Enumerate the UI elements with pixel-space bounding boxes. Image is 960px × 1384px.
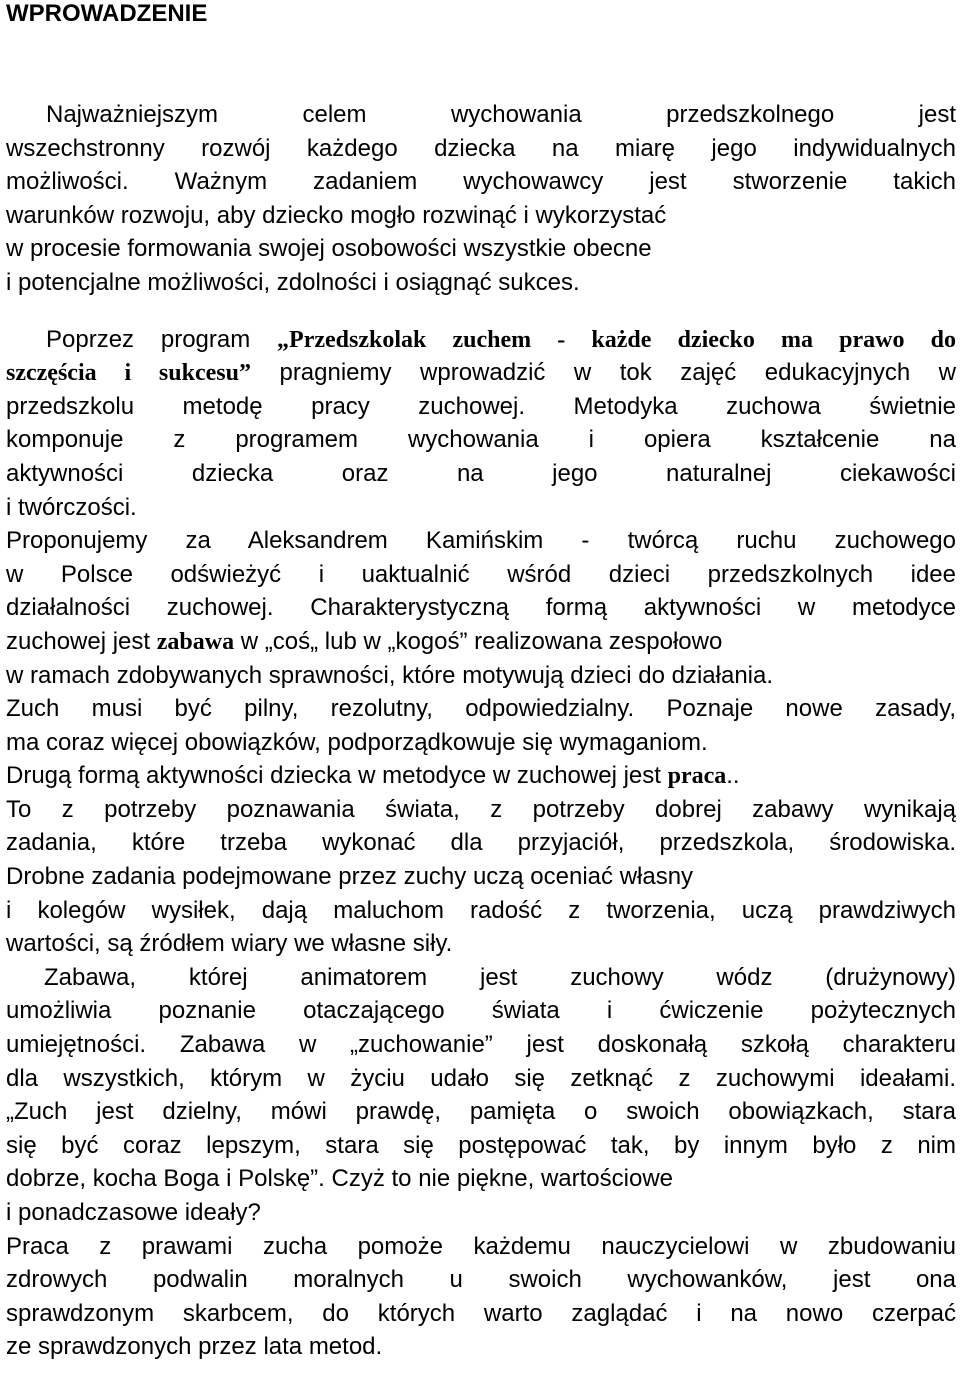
text-line: w ramach zdobywanych sprawności, które motywują dzieci do działania. [6,661,774,689]
page-title: WPROWADZENIE [6,0,208,27]
text-line: działalności zuchowej. Charakterystyczną formą aktywności w metodyce [6,594,956,622]
text-line: umiejętności. Zabawa w „zuchowanie” jest doskonałą szkołą charakteru [6,1031,956,1059]
text-line: zadania, które trzeba wykonać dla przyjaciół, przedszkola, środowiska. [6,829,956,857]
text-fragment: .. [726,762,740,790]
text-line: Drobne zadania podejmowane przez zuchy uczą oceniać własny [6,863,694,891]
text-line: wszechstronny rozwój każdego dziecka na miarę jego indywidualnych [6,134,956,162]
text-line: ma coraz więcej obowiązków, podporządkowuje się wymaganiom. [6,728,708,756]
text-line: w Polsce odświeżyć i uaktualnić wśród dzieci przedszkolnych idee [6,560,956,588]
text-line: i potencjalne możliwości, zdolności i osiągnąć sukces. [6,268,580,296]
text-line: umożliwia poznanie otaczającego świata i ćwiczenie pożytecznych [6,997,956,1025]
text-line: i ponadczasowe ideały? [6,1199,261,1226]
text-line: i kolegów wysiłek, dają maluchom radość z tworzenia, uczą prawdziwych [6,896,956,924]
text-line: Najważniejszym celem wychowania przedszkolnego jest [46,101,956,128]
text-line: Zabawa, której animatorem jest zuchowy wódz (drużynowy) [44,963,956,991]
text-fragment: pragniemy wprowadzić w tok zajęć edukacyjnych w [250,359,956,387]
paragraph-program [6,323,956,961]
text-line: wartości, są źródłem wiary we własne siły. [6,930,453,958]
program-title: „Przedszkolak zuchem - każde dziecko ma prawo do [277,326,957,353]
text-line: Praca z prawami zucha pomoże każdemu nauczycielowi w zbudowaniu [6,1232,956,1260]
paragraph-zabawa [6,961,956,1364]
text-line [6,625,956,659]
text-line [6,759,956,793]
text-line: „Zuch jest dzielny, mówi prawdę, pamięta o swoich obowiązkach, stara [6,1098,956,1126]
text-line: dla wszystkich, którym w życiu udało się zetknąć z zuchowymi ideałami. [6,1064,956,1092]
text-line: Zuch musi być pilny, rezolutny, odpowiedzialny. Poznaje nowe zasady, [6,695,956,723]
text-line: aktywności dziecka oraz na jego naturalnej ciekawości [6,459,956,487]
text-line: warunków rozwoju, aby dziecko mogło rozwinąć i wykorzystać [6,201,667,229]
text-line: zdrowych podwalin moralnych u swoich wychowanków, jest ona [6,1266,956,1294]
text-line: Proponujemy za Aleksandrem Kamińskim - twórcą ruchu zuchowego [6,527,956,555]
program-title-end: szczęścia i sukcesu” [6,360,251,387]
document-page [6,0,956,1364]
text-fragment: w „coś„ lub w „kogoś” realizowana zespołowo [234,627,723,655]
keyword-zabawa: zabawa [156,628,235,655]
text-line: komponuje z programem wychowania i opiera kształcenie na [6,426,956,454]
text-line: i twórczości. [6,493,137,521]
paragraph-intro [6,98,956,300]
keyword-praca: praca [667,763,727,790]
text-line: możliwości. Ważnym zadaniem wychowawcy jest stworzenie takich [6,168,956,196]
text-line [6,323,956,357]
text-line: w procesie formowania swojej osobowości wszystkie obecne [6,235,652,263]
text-fragment: Poprzez program [46,325,278,353]
text-line: dobrze, kocha Boga i Polskę”. Czyż to nie piękne, wartościowe [6,1165,673,1193]
text-line: przedszkolu metodę pracy zuchowej. Metodyka zuchowa świetnie [6,392,956,420]
text-fragment: zuchowej jest [6,627,157,655]
text-line: ze sprawdzonych przez lata metod. [6,1333,383,1361]
text-line: To z potrzeby poznawania świata, z potrzeby dobrej zabawy wynikają [6,795,956,823]
text-line [6,356,956,390]
text-fragment: Drugą formą aktywności dziecka w metodyce w zuchowej jest [6,762,668,790]
text-line: się być coraz lepszym, stara się postępować tak, by innym było z nim [6,1131,956,1159]
text-line: sprawdzonym skarbcem, do których warto zaglądać i na nowo czerpać [6,1299,956,1327]
